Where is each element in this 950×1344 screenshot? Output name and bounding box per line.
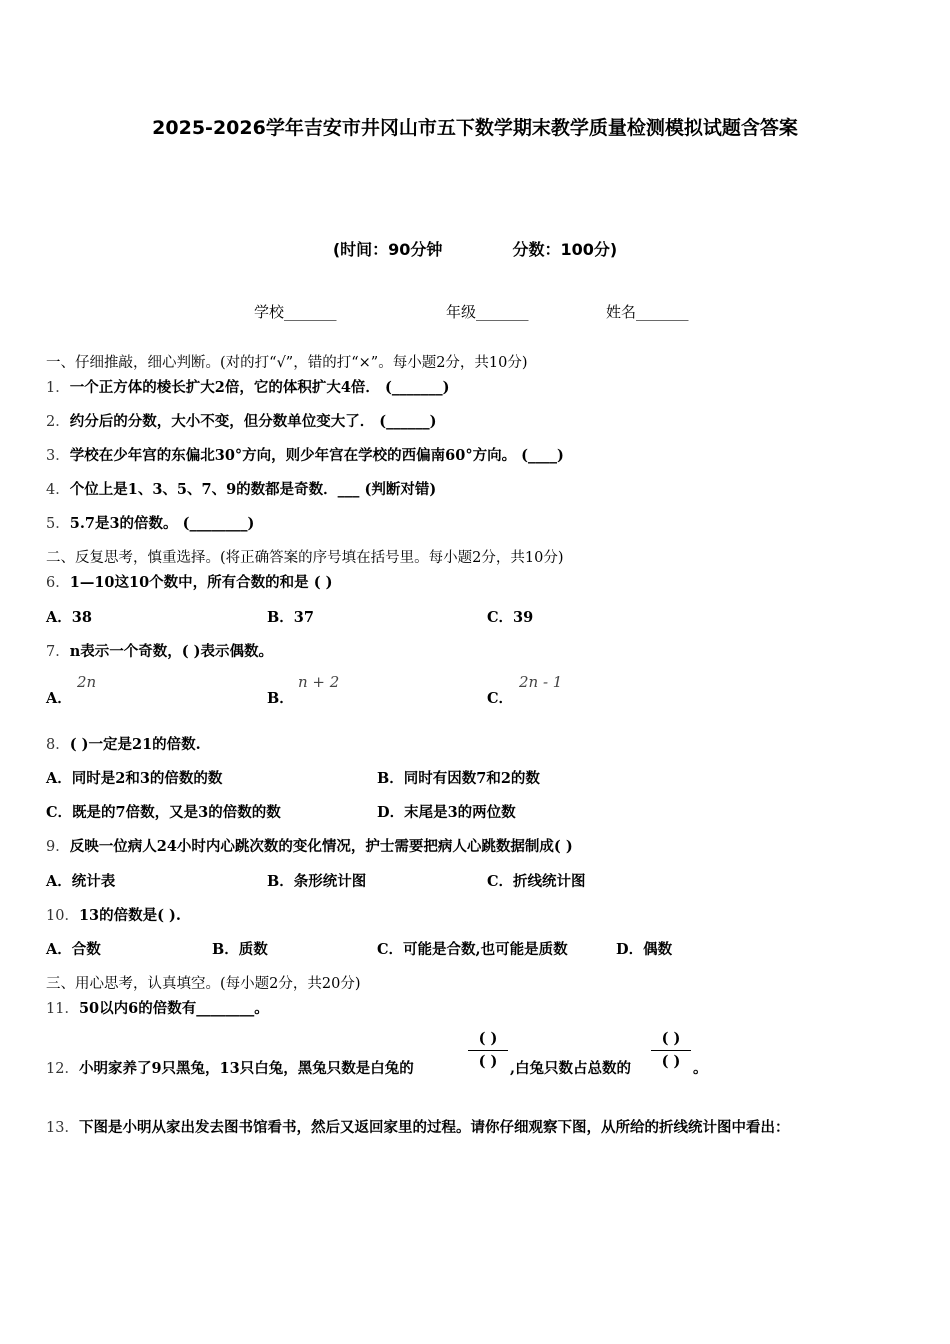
question-text: 一个正方体的棱长扩大2倍，它的体积扩大4倍． (_______) (69, 379, 450, 396)
fraction-denominator: ( ) (661, 1053, 681, 1070)
exam-meta (0, 237, 950, 260)
q7-option-c-label: C． (487, 690, 514, 707)
q8-option-b: B．同时有因数7和2的数 (377, 770, 540, 787)
question-1 (46, 376, 449, 397)
question-10 (46, 904, 181, 925)
q10-option-b: B．质数 (212, 941, 268, 958)
q8-option-c: C．既是的7倍数，又是3的倍数的数 (46, 804, 281, 821)
question-6 (46, 571, 333, 592)
question-text: 学校在少年宫的东偏北30°方向，则少年宫在学校的西偏南60°方向。 (____) (69, 447, 564, 464)
question-text: 下图是小明从家出发去图书馆看书，然后又返回家里的过程。请你仔细观察下图，从所给的折线统计图中看出： (78, 1119, 790, 1136)
question-number: 9． (46, 839, 70, 855)
q6-option-b: B．37 (267, 609, 314, 626)
fraction-denominator: ( ) (478, 1053, 498, 1070)
question-text-part-1: 小明家养了9只黑兔，13只白兔，黑兔只数是白兔的 (78, 1060, 414, 1077)
q7-option-b-formula: n + 2 (298, 673, 340, 691)
question-text: 50以内6的倍数有________。 (78, 1000, 269, 1017)
question-number: 2． (46, 414, 70, 430)
fraction-numerator: ( ) (478, 1030, 498, 1047)
question-2 (46, 410, 437, 431)
fraction-numerator: ( ) (661, 1030, 681, 1047)
q12-fraction-1 (468, 1030, 508, 1070)
question-number: 10． (46, 908, 79, 924)
question-13 (46, 1116, 789, 1137)
question-text: n表示一个奇数，( )表示偶数。 (69, 643, 274, 660)
q10-option-d: D．偶数 (616, 941, 673, 958)
q8-option-d: D．末尾是3的两位数 (377, 804, 516, 821)
question-11 (46, 997, 269, 1018)
question-number: 1． (46, 380, 70, 396)
question-number: 11． (46, 1001, 79, 1017)
q6-option-c: C．39 (487, 609, 534, 626)
q9-option-c: C．折线统计图 (487, 873, 586, 890)
question-number: 5． (46, 516, 70, 532)
question-text: 个位上是1、3、5、7、9的数都是奇数．___ (判断对错) (69, 481, 437, 498)
grade-field: 年级_______ (446, 303, 529, 321)
section-2-heading: 二、反复思考，慎重选择。(将正确答案的序号填在括号里。每小题2分，共10分) (46, 550, 564, 566)
question-7 (46, 640, 273, 661)
section-1-heading: 一、仔细推敲，细心判断。(对的打“√”，错的打“×”。每小题2分，共10分) (46, 355, 528, 371)
question-4 (46, 478, 436, 499)
question-number: 12． (46, 1061, 79, 1077)
name-field: 姓名_______ (606, 303, 689, 321)
question-text-part-2: ,白兔只数占总数的 (510, 1060, 632, 1077)
question-12 (46, 1057, 414, 1078)
exam-time: (时间：90分钟 (332, 240, 443, 259)
q7-option-a-formula: 2n (77, 673, 97, 691)
exam-score: 分数：100分) (512, 240, 618, 259)
q7-option-b-label: B． (267, 690, 294, 707)
question-number: 4． (46, 482, 70, 498)
q10-option-c: C．可能是合数,也可能是质数 (377, 941, 568, 958)
question-number: 8． (46, 737, 70, 753)
page-title: 2025-2026学年吉安市井冈山市五下数学期末教学质量检测模拟试题含答案 (152, 117, 798, 139)
question-number: 6． (46, 575, 70, 591)
school-field: 学校_______ (254, 303, 337, 321)
question-text: 反映一位病人24小时内心跳次数的变化情况，护士需要把病人心跳数据制成( ) (69, 838, 573, 855)
question-text: 1—10这10个数中，所有合数的和是 ( ) (69, 574, 333, 591)
question-text: 13的倍数是( ). (78, 907, 181, 924)
q12-fraction-2 (651, 1030, 691, 1070)
question-number: 7． (46, 644, 70, 660)
q6-option-a: A．38 (46, 609, 92, 626)
q10-option-a: A．合数 (46, 941, 101, 958)
question-text: 5.7是3的倍数。 (________) (69, 515, 255, 532)
question-number: 3． (46, 448, 70, 464)
question-text: 约分后的分数，大小不变，但分数单位变大了． (______) (69, 413, 437, 430)
section-3-heading: 三、用心思考，认真填空。(每小题2分，共20分) (46, 976, 361, 992)
q7-option-c-formula: 2n - 1 (519, 673, 563, 691)
question-5 (46, 512, 254, 533)
question-number: 13． (46, 1120, 79, 1136)
q9-option-b: B．条形统计图 (267, 873, 367, 890)
question-9 (46, 835, 573, 856)
q8-option-a: A．同时是2和3的倍数的数 (46, 770, 223, 787)
question-text: ( )一定是21的倍数. (69, 736, 201, 753)
q7-option-a-label: A． (46, 690, 72, 707)
q9-option-a: A．统计表 (46, 873, 116, 890)
question-text-part-3: 。 (693, 1060, 708, 1077)
question-3 (46, 444, 564, 465)
question-8 (46, 733, 201, 754)
